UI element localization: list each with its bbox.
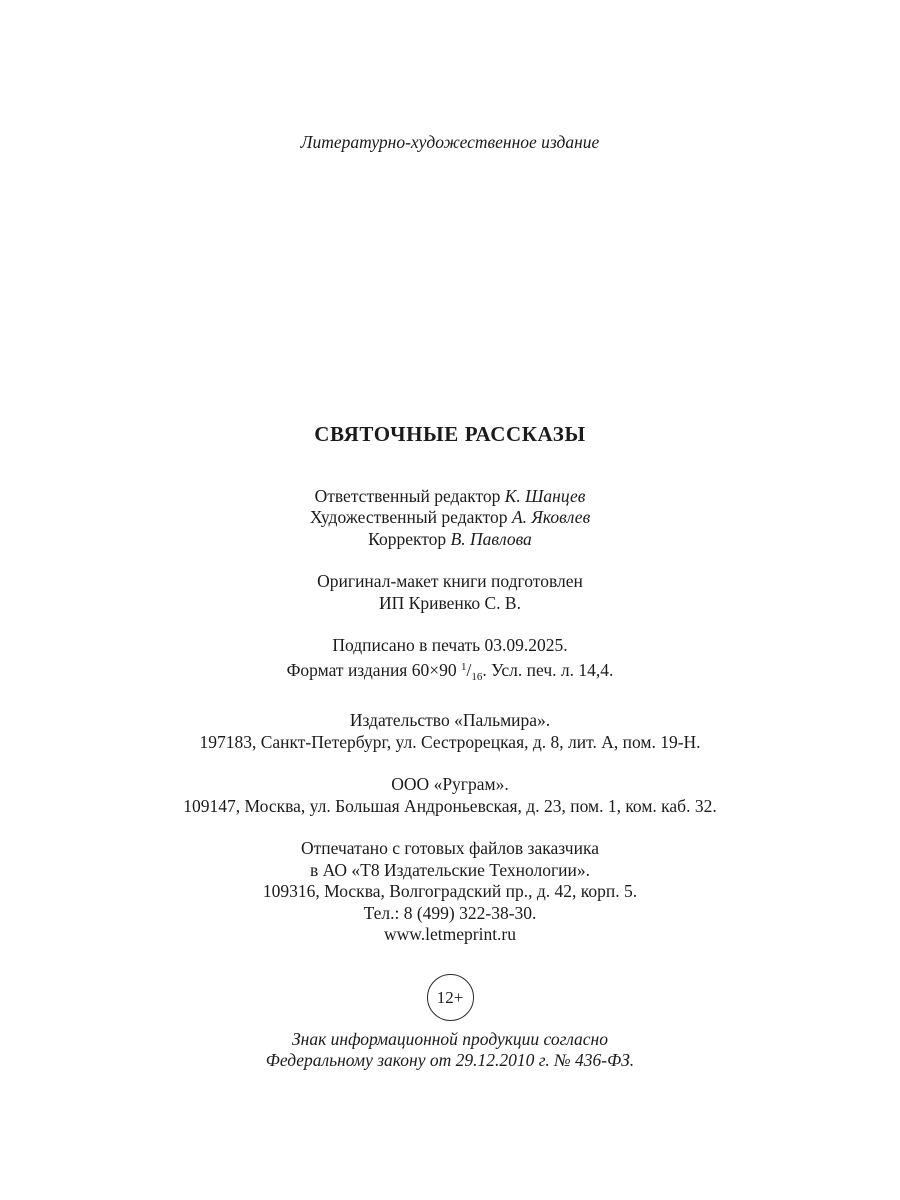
layout-credit-name: ИП Кривенко С. В. [379,592,521,613]
format-line [0,657,900,689]
age-rating-badge: 12+ [427,974,474,1021]
printer-phone: Тел.: 8 (499) 322-38-30. [363,902,537,923]
book-title: СВЯТОЧНЫЕ РАССКАЗЫ [314,421,586,446]
distributor-block [0,774,900,817]
distributor-address: 109147, Москва, ул. Большая Андроньевская, д. 23, пом. 1, ком. каб. 32. [183,795,717,816]
printer-name: в АО «Т8 Издательские Технологии». [309,859,591,880]
staff-block [0,486,900,551]
printer-website: www.letmeprint.ru [383,924,517,944]
layout-credit-line: Оригинал-макет книги подготовлен [317,571,583,591]
format-suffix: . Усл. печ. л. 14,4. [482,659,614,680]
legal-note-block [0,1029,900,1072]
publisher-address: 197183, Санкт-Петербург, ул. Сестрорецкая, д. 8, лит. А, пом. 19-Н. [199,731,701,752]
staff-role: Корректор [368,528,451,549]
publisher-name: Издательство «Пальмира». [349,710,551,730]
layout-credit-block [0,571,900,614]
distributor-name: ООО «Руграм». [391,774,509,794]
staff-name: В. Павлова [450,528,532,549]
format-fraction-denominator: 16 [471,670,483,683]
legal-note-line: Федеральному закону от 29.12.2010 г. № 436-ФЗ. [265,1050,635,1070]
edition-type-note: Литературно-художественное издание [300,132,600,152]
format-fraction-slash: / [466,659,472,680]
publisher-block [0,710,900,753]
format-fraction-numerator: 1 [460,660,467,673]
format-prefix: Формат издания 60×90 [286,659,461,680]
printer-note-line: Отпечатано с готовых файлов заказчика [301,838,599,858]
staff-role: Ответственный редактор [314,485,505,506]
staff-role: Художественный редактор [309,507,512,527]
staff-name: А. Яковлев [511,507,591,527]
printer-address: 109316, Москва, Волгоградский пр., д. 42, корп. 5. [262,881,638,901]
staff-line-art-editor [0,507,900,529]
signed-to-print-line: Подписано в печать 03.09.2025. [332,635,568,655]
legal-note-line: Знак информационной продукции согласно [291,1028,608,1049]
staff-line-proofreader [0,529,900,551]
print-info-block [0,635,900,688]
printer-block [0,838,900,946]
staff-name: К. Шанцев [504,485,586,506]
staff-line-responsible-editor [0,486,900,508]
age-badge-wrap [0,974,900,1022]
